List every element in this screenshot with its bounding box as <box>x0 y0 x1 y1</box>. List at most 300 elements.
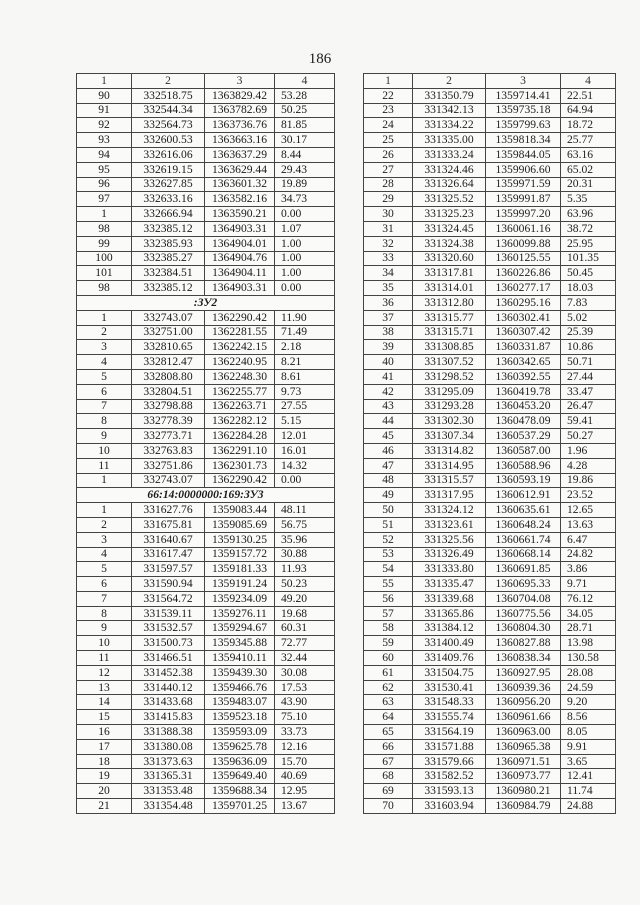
table-row <box>77 88 335 103</box>
table-row <box>77 310 335 325</box>
distance-cell: 29.43 <box>275 162 335 177</box>
table-row <box>77 562 335 577</box>
point-number-cell: 1 <box>77 207 132 222</box>
table-row <box>364 192 616 207</box>
y-coordinate-cell: 1360453.20 <box>486 399 561 414</box>
table-row <box>77 651 335 666</box>
table-row <box>77 473 335 488</box>
table-row <box>77 177 335 192</box>
x-coordinate-cell: 332619.15 <box>132 162 205 177</box>
y-coordinate-cell: 1360392.55 <box>486 369 561 384</box>
distance-cell: 48.11 <box>275 503 335 518</box>
table-row <box>77 754 335 769</box>
distance-cell: 26.47 <box>561 399 616 414</box>
table-row <box>364 784 616 799</box>
table-row <box>364 236 616 251</box>
x-coordinate-cell: 331333.24 <box>413 147 486 162</box>
y-coordinate-cell: 1359157.72 <box>205 547 275 562</box>
point-number-cell: 15 <box>77 710 132 725</box>
table-row <box>77 769 335 784</box>
y-coordinate-cell: 1360226.86 <box>486 266 561 281</box>
x-coordinate-cell: 331532.57 <box>132 621 205 636</box>
distance-cell: 5.15 <box>275 414 335 429</box>
x-coordinate-cell: 332384.51 <box>132 266 205 281</box>
y-coordinate-cell: 1360804.30 <box>486 621 561 636</box>
distance-cell: 1.96 <box>561 443 616 458</box>
table-row <box>364 399 616 414</box>
distance-cell: 7.83 <box>561 295 616 310</box>
table-row <box>77 369 335 384</box>
y-coordinate-cell: 1360587.00 <box>486 443 561 458</box>
x-coordinate-cell: 331415.83 <box>132 710 205 725</box>
x-coordinate-cell: 331325.56 <box>413 532 486 547</box>
x-coordinate-cell: 331314.82 <box>413 443 486 458</box>
table-row <box>77 665 335 680</box>
x-coordinate-cell: 332743.07 <box>132 473 205 488</box>
y-coordinate-cell: 1360419.78 <box>486 384 561 399</box>
table-row <box>77 591 335 606</box>
distance-cell: 4.28 <box>561 458 616 473</box>
distance-cell: 10.86 <box>561 340 616 355</box>
point-number-cell: 19 <box>77 769 132 784</box>
x-coordinate-cell: 331433.68 <box>132 695 205 710</box>
table-row <box>364 251 616 266</box>
point-number-cell: 91 <box>77 103 132 118</box>
distance-cell: 14.32 <box>275 458 335 473</box>
distance-cell: 9.20 <box>561 695 616 710</box>
distance-cell: 33.73 <box>275 725 335 740</box>
x-coordinate-cell: 332633.16 <box>132 192 205 207</box>
y-coordinate-cell: 1359345.88 <box>205 636 275 651</box>
point-number-cell: 34 <box>364 266 413 281</box>
y-coordinate-cell: 1362263.71 <box>205 399 275 414</box>
x-coordinate-cell: 332385.27 <box>132 251 205 266</box>
x-coordinate-cell: 332518.75 <box>132 88 205 103</box>
table-row <box>77 710 335 725</box>
y-coordinate-cell: 1359523.18 <box>205 710 275 725</box>
table-row <box>77 606 335 621</box>
point-number-cell: 24 <box>364 118 413 133</box>
distance-cell: 19.89 <box>275 177 335 192</box>
distance-cell: 38.72 <box>561 221 616 236</box>
table-row <box>77 355 335 370</box>
point-number-cell: 61 <box>364 665 413 680</box>
y-coordinate-cell: 1363629.44 <box>205 162 275 177</box>
x-coordinate-cell: 331320.60 <box>413 251 486 266</box>
section-heading-row <box>77 295 335 310</box>
distance-cell: 40.69 <box>275 769 335 784</box>
y-coordinate-cell: 1359625.78 <box>205 739 275 754</box>
distance-cell: 30.08 <box>275 665 335 680</box>
distance-cell: 27.44 <box>561 369 616 384</box>
distance-cell: 12.41 <box>561 769 616 784</box>
distance-cell: 19.68 <box>275 606 335 621</box>
x-coordinate-cell: 331627.76 <box>132 503 205 518</box>
y-coordinate-cell: 1359234.09 <box>205 591 275 606</box>
point-number-cell: 40 <box>364 355 413 370</box>
distance-cell: 11.93 <box>275 562 335 577</box>
x-coordinate-cell: 331675.81 <box>132 517 205 532</box>
point-number-cell: 9 <box>77 621 132 636</box>
header-cell: 4 <box>561 74 616 89</box>
point-number-cell: 93 <box>77 133 132 148</box>
point-number-cell: 62 <box>364 680 413 695</box>
y-coordinate-cell: 1360537.29 <box>486 429 561 444</box>
y-coordinate-cell: 1360984.79 <box>486 799 561 814</box>
point-number-cell: 95 <box>77 162 132 177</box>
point-number-cell: 30 <box>364 207 413 222</box>
point-number-cell: 4 <box>77 355 132 370</box>
y-coordinate-cell: 1359439.30 <box>205 665 275 680</box>
table-row <box>77 503 335 518</box>
distance-cell: 18.03 <box>561 281 616 296</box>
y-coordinate-cell: 1362255.77 <box>205 384 275 399</box>
section-heading-row <box>77 488 335 503</box>
table-row <box>364 488 616 503</box>
distance-cell: 0.00 <box>275 207 335 222</box>
table-row <box>77 399 335 414</box>
x-coordinate-cell: 331317.81 <box>413 266 486 281</box>
distance-cell: 71.49 <box>275 325 335 340</box>
y-coordinate-cell: 1359191.24 <box>205 577 275 592</box>
point-number-cell: 100 <box>77 251 132 266</box>
point-number-cell: 52 <box>364 532 413 547</box>
table-row <box>364 340 616 355</box>
table-row <box>77 532 335 547</box>
x-coordinate-cell: 331353.48 <box>132 784 205 799</box>
y-coordinate-cell: 1359649.40 <box>205 769 275 784</box>
distance-cell: 0.00 <box>275 281 335 296</box>
point-number-cell: 28 <box>364 177 413 192</box>
y-coordinate-cell: 1364903.31 <box>205 221 275 236</box>
table-row <box>77 517 335 532</box>
point-number-cell: 12 <box>77 665 132 680</box>
y-coordinate-cell: 1360691.85 <box>486 562 561 577</box>
point-number-cell: 21 <box>77 799 132 814</box>
distance-cell: 56.75 <box>275 517 335 532</box>
distance-cell: 24.88 <box>561 799 616 814</box>
point-number-cell: 51 <box>364 517 413 532</box>
table-row <box>364 517 616 532</box>
header-cell: 1 <box>364 74 413 89</box>
point-number-cell: 39 <box>364 340 413 355</box>
table-header-row <box>77 74 335 89</box>
distance-cell: 53.28 <box>275 88 335 103</box>
y-coordinate-cell: 1362240.95 <box>205 355 275 370</box>
header-cell: 2 <box>413 74 486 89</box>
distance-cell: 8.05 <box>561 725 616 740</box>
y-coordinate-cell: 1363601.32 <box>205 177 275 192</box>
point-number-cell: 31 <box>364 221 413 236</box>
x-coordinate-cell: 331452.38 <box>132 665 205 680</box>
x-coordinate-cell: 332812.47 <box>132 355 205 370</box>
point-number-cell: 47 <box>364 458 413 473</box>
y-coordinate-cell: 1359083.44 <box>205 503 275 518</box>
table-row <box>77 281 335 296</box>
distance-cell: 1.00 <box>275 266 335 281</box>
table-row <box>364 384 616 399</box>
point-number-cell: 66 <box>364 739 413 754</box>
distance-cell: 9.91 <box>561 739 616 754</box>
distance-cell: 8.44 <box>275 147 335 162</box>
point-number-cell: 60 <box>364 651 413 666</box>
distance-cell: 27.55 <box>275 399 335 414</box>
x-coordinate-cell: 332600.53 <box>132 133 205 148</box>
x-coordinate-cell: 331334.22 <box>413 118 486 133</box>
point-number-cell: 20 <box>77 784 132 799</box>
x-coordinate-cell: 332763.83 <box>132 443 205 458</box>
table-row <box>77 207 335 222</box>
point-number-cell: 7 <box>77 591 132 606</box>
distance-cell: 60.31 <box>275 621 335 636</box>
table-row <box>77 414 335 429</box>
table-row <box>364 295 616 310</box>
table-row <box>364 429 616 444</box>
table-row <box>77 577 335 592</box>
y-coordinate-cell: 1359818.34 <box>486 133 561 148</box>
distance-cell: 59.41 <box>561 414 616 429</box>
distance-cell: 24.59 <box>561 680 616 695</box>
distance-cell: 34.05 <box>561 606 616 621</box>
x-coordinate-cell: 332666.94 <box>132 207 205 222</box>
point-number-cell: 56 <box>364 591 413 606</box>
distance-cell: 3.86 <box>561 562 616 577</box>
y-coordinate-cell: 1362281.55 <box>205 325 275 340</box>
table-row <box>77 799 335 814</box>
x-coordinate-cell: 331350.79 <box>413 88 486 103</box>
x-coordinate-cell: 331324.45 <box>413 221 486 236</box>
x-coordinate-cell: 331579.66 <box>413 754 486 769</box>
section-heading: 66:14:0000000:169:ЗУ3 <box>77 488 335 503</box>
y-coordinate-cell: 1359085.69 <box>205 517 275 532</box>
x-coordinate-cell: 332778.39 <box>132 414 205 429</box>
page-number: 186 <box>308 51 332 67</box>
point-number-cell: 5 <box>77 562 132 577</box>
table-row <box>364 443 616 458</box>
distance-cell: 50.71 <box>561 355 616 370</box>
distance-cell: 11.90 <box>275 310 335 325</box>
x-coordinate-cell: 332616.06 <box>132 147 205 162</box>
x-coordinate-cell: 332743.07 <box>132 310 205 325</box>
table-row <box>77 443 335 458</box>
distance-cell: 12.65 <box>561 503 616 518</box>
x-coordinate-cell: 331365.31 <box>132 769 205 784</box>
x-coordinate-cell: 331555.74 <box>413 710 486 725</box>
table-row <box>364 606 616 621</box>
y-coordinate-cell: 1364903.31 <box>205 281 275 296</box>
point-number-cell: 10 <box>77 636 132 651</box>
y-coordinate-cell: 1364904.01 <box>205 236 275 251</box>
x-coordinate-cell: 332385.12 <box>132 221 205 236</box>
table-row <box>364 503 616 518</box>
x-coordinate-cell: 331326.64 <box>413 177 486 192</box>
x-coordinate-cell: 332798.88 <box>132 399 205 414</box>
y-coordinate-cell: 1359410.11 <box>205 651 275 666</box>
point-number-cell: 101 <box>77 266 132 281</box>
x-coordinate-cell: 331307.52 <box>413 355 486 370</box>
x-coordinate-cell: 332810.65 <box>132 340 205 355</box>
x-coordinate-cell: 331314.01 <box>413 281 486 296</box>
distance-cell: 18.72 <box>561 118 616 133</box>
table-row <box>364 739 616 754</box>
y-coordinate-cell: 1360648.24 <box>486 517 561 532</box>
table-row <box>77 429 335 444</box>
point-number-cell: 33 <box>364 251 413 266</box>
point-number-cell: 8 <box>77 414 132 429</box>
x-coordinate-cell: 331325.23 <box>413 207 486 222</box>
distance-cell: 23.52 <box>561 488 616 503</box>
table-row <box>77 236 335 251</box>
point-number-cell: 44 <box>364 414 413 429</box>
distance-cell: 75.10 <box>275 710 335 725</box>
point-number-cell: 54 <box>364 562 413 577</box>
point-number-cell: 6 <box>77 577 132 592</box>
point-number-cell: 3 <box>77 340 132 355</box>
x-coordinate-cell: 331326.49 <box>413 547 486 562</box>
point-number-cell: 48 <box>364 473 413 488</box>
x-coordinate-cell: 331308.85 <box>413 340 486 355</box>
distance-cell: 22.51 <box>561 88 616 103</box>
y-coordinate-cell: 1360061.16 <box>486 221 561 236</box>
y-coordinate-cell: 1363736.76 <box>205 118 275 133</box>
table-row <box>77 221 335 236</box>
y-coordinate-cell: 1360295.16 <box>486 295 561 310</box>
point-number-cell: 37 <box>364 310 413 325</box>
y-coordinate-cell: 1360980.21 <box>486 784 561 799</box>
table-row <box>364 754 616 769</box>
y-coordinate-cell: 1360277.17 <box>486 281 561 296</box>
y-coordinate-cell: 1360704.08 <box>486 591 561 606</box>
y-coordinate-cell: 1360965.38 <box>486 739 561 754</box>
point-number-cell: 63 <box>364 695 413 710</box>
distance-cell: 65.02 <box>561 162 616 177</box>
y-coordinate-cell: 1360827.88 <box>486 636 561 651</box>
x-coordinate-cell: 332808.80 <box>132 369 205 384</box>
x-coordinate-cell: 331603.94 <box>413 799 486 814</box>
table-row <box>364 355 616 370</box>
x-coordinate-cell: 331564.19 <box>413 725 486 740</box>
table-header-row <box>364 74 616 89</box>
distance-cell: 35.96 <box>275 532 335 547</box>
x-coordinate-cell: 331500.73 <box>132 636 205 651</box>
distance-cell: 1.00 <box>275 236 335 251</box>
table-row <box>77 680 335 695</box>
y-coordinate-cell: 1360661.74 <box>486 532 561 547</box>
distance-cell: 30.88 <box>275 547 335 562</box>
y-coordinate-cell: 1359466.76 <box>205 680 275 695</box>
point-number-cell: 8 <box>77 606 132 621</box>
table-row <box>77 739 335 754</box>
y-coordinate-cell: 1360612.91 <box>486 488 561 503</box>
x-coordinate-cell: 331335.00 <box>413 133 486 148</box>
table-row <box>77 695 335 710</box>
distance-cell: 8.21 <box>275 355 335 370</box>
x-coordinate-cell: 331384.12 <box>413 621 486 636</box>
distance-cell: 12.01 <box>275 429 335 444</box>
table-row <box>364 162 616 177</box>
distance-cell: 16.01 <box>275 443 335 458</box>
x-coordinate-cell: 331640.67 <box>132 532 205 547</box>
point-number-cell: 26 <box>364 147 413 162</box>
point-number-cell: 23 <box>364 103 413 118</box>
table-row <box>364 177 616 192</box>
distance-cell: 72.77 <box>275 636 335 651</box>
point-number-cell: 70 <box>364 799 413 814</box>
y-coordinate-cell: 1360927.95 <box>486 665 561 680</box>
point-number-cell: 38 <box>364 325 413 340</box>
x-coordinate-cell: 332564.73 <box>132 118 205 133</box>
point-number-cell: 10 <box>77 443 132 458</box>
point-number-cell: 68 <box>364 769 413 784</box>
table-row <box>364 680 616 695</box>
x-coordinate-cell: 331365.86 <box>413 606 486 621</box>
x-coordinate-cell: 332751.86 <box>132 458 205 473</box>
distance-cell: 101.35 <box>561 251 616 266</box>
x-coordinate-cell: 331324.12 <box>413 503 486 518</box>
table-row <box>77 162 335 177</box>
x-coordinate-cell: 331373.63 <box>132 754 205 769</box>
table-row <box>364 369 616 384</box>
x-coordinate-cell: 331325.52 <box>413 192 486 207</box>
table-row <box>364 577 616 592</box>
table-row <box>364 621 616 636</box>
distance-cell: 50.27 <box>561 429 616 444</box>
table-row <box>77 784 335 799</box>
table-row <box>364 147 616 162</box>
table-row <box>364 103 616 118</box>
point-number-cell: 98 <box>77 221 132 236</box>
table-row <box>364 710 616 725</box>
y-coordinate-cell: 1360478.09 <box>486 414 561 429</box>
point-number-cell: 1 <box>77 473 132 488</box>
distance-cell: 130.58 <box>561 651 616 666</box>
x-coordinate-cell: 331564.72 <box>132 591 205 606</box>
distance-cell: 24.82 <box>561 547 616 562</box>
distance-cell: 8.56 <box>561 710 616 725</box>
y-coordinate-cell: 1364904.11 <box>205 266 275 281</box>
y-coordinate-cell: 1360775.56 <box>486 606 561 621</box>
table-row <box>77 103 335 118</box>
x-coordinate-cell: 331333.80 <box>413 562 486 577</box>
x-coordinate-cell: 332385.12 <box>132 281 205 296</box>
y-coordinate-cell: 1360838.34 <box>486 651 561 666</box>
distance-cell: 33.47 <box>561 384 616 399</box>
point-number-cell: 58 <box>364 621 413 636</box>
point-number-cell: 92 <box>77 118 132 133</box>
point-number-cell: 22 <box>364 88 413 103</box>
distance-cell: 30.17 <box>275 133 335 148</box>
point-number-cell: 1 <box>77 310 132 325</box>
table-row <box>77 251 335 266</box>
point-number-cell: 4 <box>77 547 132 562</box>
x-coordinate-cell: 331530.41 <box>413 680 486 695</box>
y-coordinate-cell: 1363637.29 <box>205 147 275 162</box>
point-number-cell: 2 <box>77 325 132 340</box>
distance-cell: 5.35 <box>561 192 616 207</box>
table-row <box>364 133 616 148</box>
point-number-cell: 41 <box>364 369 413 384</box>
y-coordinate-cell: 1359636.09 <box>205 754 275 769</box>
point-number-cell: 96 <box>77 177 132 192</box>
distance-cell: 28.08 <box>561 665 616 680</box>
distance-cell: 20.31 <box>561 177 616 192</box>
distance-cell: 9.71 <box>561 577 616 592</box>
point-number-cell: 53 <box>364 547 413 562</box>
table-row <box>364 118 616 133</box>
point-number-cell: 57 <box>364 606 413 621</box>
header-cell: 3 <box>205 74 275 89</box>
distance-cell: 13.63 <box>561 517 616 532</box>
